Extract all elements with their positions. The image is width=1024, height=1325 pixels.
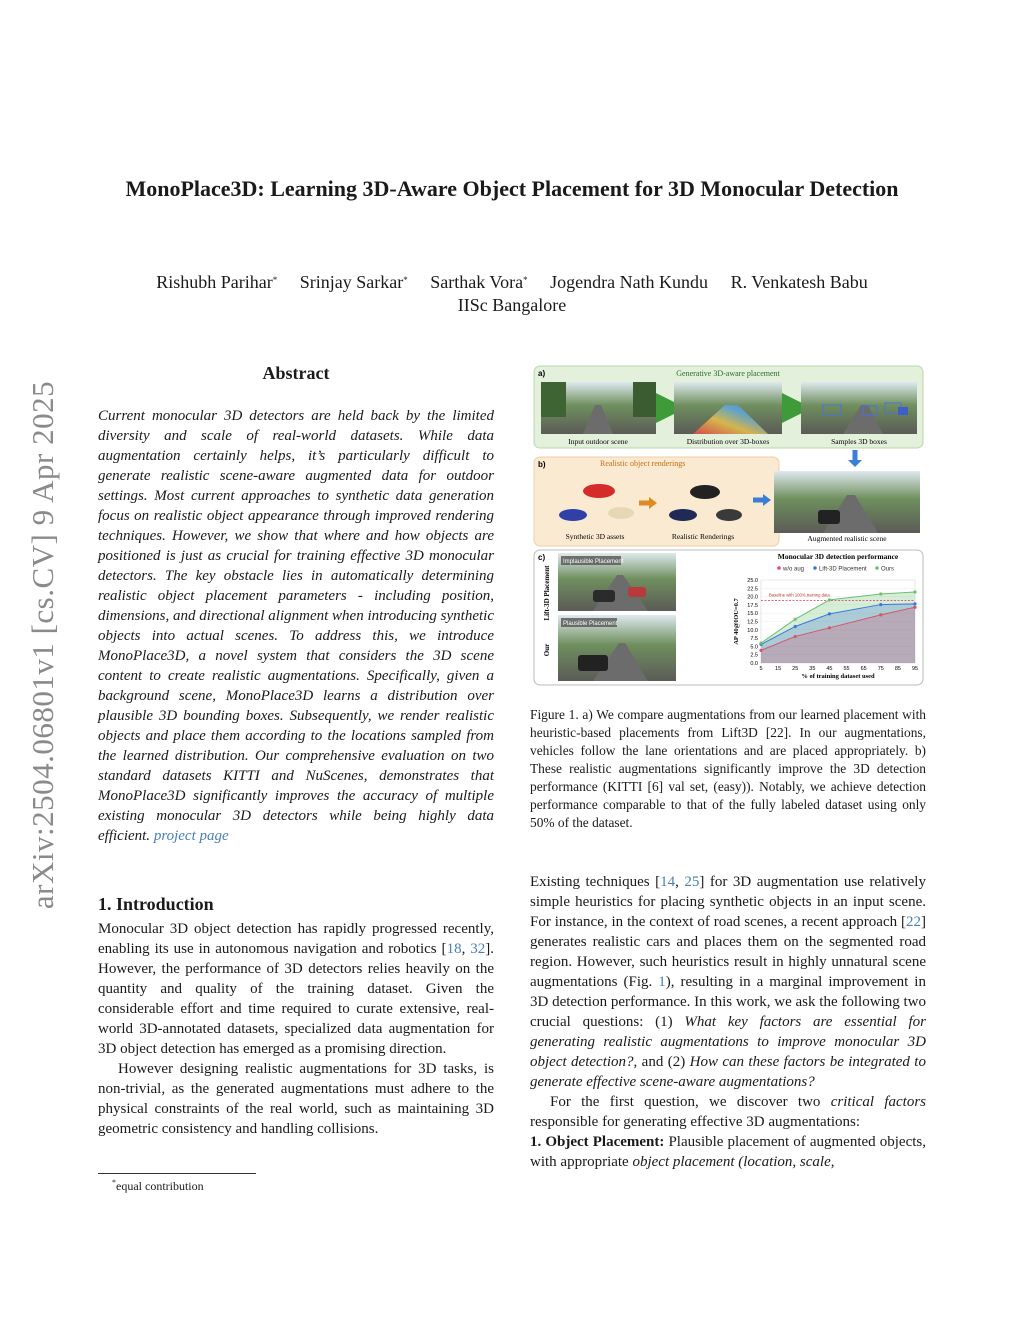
input-scene-image xyxy=(541,382,656,434)
abstract-body xyxy=(98,406,494,846)
data-point xyxy=(828,612,831,615)
author-1: Rishubh Parihar* xyxy=(156,272,278,292)
label-distribution: Distribution over 3D-boxes xyxy=(686,437,770,446)
label-input-scene: Input outdoor scene xyxy=(568,437,628,446)
paper-title: MonoPlace3D: Learning 3D-Aware Object Placement for 3D Monocular Detection xyxy=(125,176,899,201)
data-point xyxy=(828,598,831,601)
panel-b-label: b) xyxy=(538,460,546,469)
author-2: Srinjay Sarkar* xyxy=(299,272,408,292)
data-point xyxy=(879,603,882,606)
x-tick-label: 45 xyxy=(826,666,833,672)
paragraph-existing-techniques: Existing techniques [14, 25] for 3D augmentation use relatively simple heuristics for placing synthetic objects in an input scene. For instance, in the context of road scenes, a recent approach [22] generates realistic cars and places them on the segmented road region. However, such heuristics result in highly unnatural scene augmentations (Fig. 1), resulting in a marginal improvement in 3D detection performance. In this work, we ask the following two crucial questions: (1) What key factors are essential for generating realistic augmentations to improve monocular 3D object detection?, and (2) How can these factors be integrated to generate effective scene-aware augmentations? xyxy=(530,874,926,1090)
citation-link[interactable]: 22 xyxy=(906,914,921,930)
affiliation: IISc Bangalore xyxy=(457,295,567,315)
data-point xyxy=(913,606,916,609)
data-point xyxy=(759,641,762,644)
baseline-label: Baseline with 100% training data xyxy=(769,592,830,598)
y-tick-label: 2.5 xyxy=(750,652,758,659)
data-point xyxy=(879,592,882,595)
tag-plausible: Plausible Placement xyxy=(563,621,618,627)
citation-link[interactable]: 25 xyxy=(684,874,700,890)
data-point xyxy=(913,590,916,593)
y-tick-label: 0.0 xyxy=(750,661,758,667)
panel-a-label: a) xyxy=(538,369,546,378)
data-point xyxy=(879,613,882,616)
data-point xyxy=(794,618,797,621)
paragraph-object-placement: 1. Object Placement: Plausible placement of augmented objects, with appropriate object placement (location, scale, xyxy=(530,1134,926,1170)
x-tick-label: 75 xyxy=(877,666,884,672)
down-arrow-head xyxy=(848,460,862,467)
figure-1 xyxy=(533,365,925,687)
abstract-heading: Abstract xyxy=(262,363,330,383)
project-page-link[interactable]: project page xyxy=(153,828,229,844)
intro-paragraph-1: Monocular 3D object detection has rapidly progressed recently, enabling its use in autonomous navigation and robotics [18, 32]. However, the performance of 3D detectors relies heavily on the quantity and quality of the training dataset. Given the considerable effort and time required to curate extensive, real-world 3D-annotated datasets, specialized data augmentation for 3D object detection has emerged as a promising direction. xyxy=(98,921,494,1057)
data-point xyxy=(794,635,797,638)
data-point xyxy=(759,649,762,652)
citation-link[interactable]: 18 xyxy=(446,941,462,957)
legend-marker xyxy=(777,566,781,570)
tag-implausible: Implausible Placement xyxy=(563,559,624,565)
intro-heading: 1. Introduction xyxy=(98,894,214,914)
citation-link[interactable]: 14 xyxy=(660,874,676,890)
label-sampled-boxes: Samples 3D boxes xyxy=(831,437,887,446)
author-4: Jogendra Nath Kundu xyxy=(550,272,709,292)
right-column-body xyxy=(530,872,926,1172)
y-tick-label: 5.0 xyxy=(750,644,758,651)
sampled-boxes-image xyxy=(801,382,917,434)
x-tick-label: 35 xyxy=(809,666,816,672)
y-axis-label: AP 40@IOU=0.7 xyxy=(733,598,740,645)
author-list xyxy=(100,270,924,294)
x-tick-label: 25 xyxy=(792,666,799,672)
abstract-text: Current monocular 3D detectors are held back by the limited diversity and scale of real-world datasets. While data augmentation certainly helps, it’s particularly difficult to generate realistic scene-aware augmented data for outdoor settings. Most current approaches to synthetic data generation focus on realistic object appearance through improved rendering techniques. However, we show that where and how objects are positioned is just as crucial for training effective 3D monocular detectors. The key obstacle lies in automatically determining realistic object placement parameters - including position, dimensions, and directional alignment when introducing synthetic objects into actual scenes. To address this, we introduce MonoPlace3D, a novel system that considers the 3D scene content to create realistic augmentations. Specifically, given a background scene, MonoPlace3D learns a distribution over plausible 3D bounding boxes. Subsequently, we render realistic objects and place them according to the locations sampled from the learned distribution. Our comprehensive evaluation on two standard datasets KITTI and NuScenes, demonstrates that MonoPlace3D significantly improves the accuracy of multiple existing monocular 3D detectors while being highly data efficient. xyxy=(98,408,494,844)
legend-marker xyxy=(813,566,817,570)
panel-b-title: Realistic object renderings xyxy=(600,459,686,468)
x-tick-label: 15 xyxy=(775,666,782,672)
label-realistic-renderings: Realistic Renderings xyxy=(671,532,735,541)
footnote: *equal contribution xyxy=(112,1178,204,1193)
citation-link[interactable]: 32 xyxy=(470,941,486,957)
row-label-lift3d: Lift-3D Placement xyxy=(543,565,551,621)
chart-title: Monocular 3D detection performance xyxy=(777,552,899,561)
data-point xyxy=(913,602,916,605)
intro-paragraph-2: However designing realistic augmentations for 3D tasks, is non-trivial, as the generated augmentations must adhere to the physical constraints of the real world, such as maintaining 3D geometric consistency and handling collisions. xyxy=(98,1061,494,1137)
y-tick-label: 17.5 xyxy=(747,602,758,609)
panel-c-label: c) xyxy=(538,553,546,562)
label-augmented-scene: Augmented realistic scene xyxy=(807,534,887,543)
y-tick-label: 20.0 xyxy=(747,594,758,601)
x-tick-label: 55 xyxy=(843,666,850,672)
y-tick-label: 10.0 xyxy=(747,627,758,634)
augmented-scene-image xyxy=(774,471,920,533)
y-tick-label: 12.5 xyxy=(747,619,758,626)
figure-caption: Figure 1. a) We compare augmentations from our learned placement with heuristic-based placements from Lift3D [22]. In our augmentations, vehicles follow the lane orientations and are placed appropriately. b) These realistic augmentations significantly improve the 3D detection performance (KITTI [6] val set, (easy)). Notably, we achieve detection performance comparable to that of the fully labeled dataset using only 50% of the dataset. xyxy=(530,707,926,830)
footnote-rule xyxy=(98,1173,256,1174)
y-tick-label: 22.5 xyxy=(747,586,758,593)
y-tick-label: 25.0 xyxy=(747,578,758,584)
data-point xyxy=(828,626,831,629)
author-5: R. Venkatesh Babu xyxy=(730,272,868,292)
arxiv-id: arXiv:2504.06801v1 [cs.CV] 9 Apr 2025 xyxy=(25,380,60,910)
intro-body xyxy=(98,919,494,1139)
author-3: Sarthak Vora* xyxy=(430,272,528,292)
y-tick-label: 7.5 xyxy=(750,636,758,643)
figure-ref-link[interactable]: 1 xyxy=(658,974,666,990)
legend-label-1: Lift-3D Placement xyxy=(819,566,867,573)
distribution-image xyxy=(674,382,782,434)
panel-a-title: Generative 3D-aware placement xyxy=(676,369,780,378)
data-point xyxy=(794,625,797,628)
legend-marker xyxy=(875,566,879,570)
row-label-ours: Our xyxy=(543,643,551,657)
arxiv-stamp xyxy=(8,360,78,930)
legend-label-0: w/o aug xyxy=(783,566,805,573)
x-tick-label: 85 xyxy=(894,666,901,672)
x-tick-label: 65 xyxy=(860,666,867,672)
paragraph-first-question: For the first question, we discover two critical factors responsible for generating effective 3D augmentations: xyxy=(530,1094,926,1130)
x-tick-label: 95 xyxy=(911,666,919,672)
y-tick-label: 15.0 xyxy=(747,611,758,618)
x-axis-label: % of training dataset used xyxy=(801,673,875,680)
label-synthetic-assets: Synthetic 3D assets xyxy=(565,532,625,541)
legend-label-2: Ours xyxy=(881,566,895,573)
x-tick-label: 5 xyxy=(759,666,763,672)
